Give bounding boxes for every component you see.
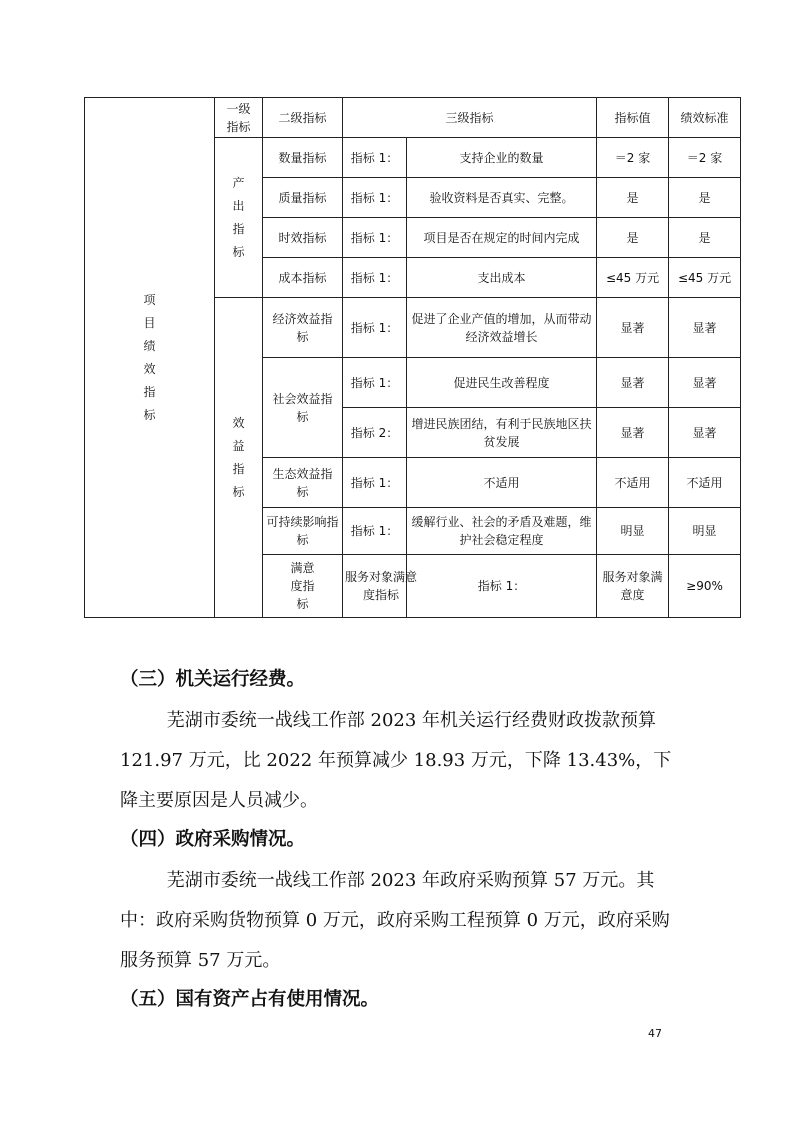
section-4-body: 芜湖市委统一战线工作部 2023 年政府采购预算 57 万元。其中：政府采购货物预算 0 万元，政府采购工程预算 0 万元，政府采购服务预算 57 万元。 xyxy=(120,870,670,971)
performance-indicator-table xyxy=(84,97,741,618)
desc-cell: 服务对象满意度 xyxy=(597,555,669,618)
value-cell: 明显 xyxy=(597,508,669,555)
standard-cell: 是 xyxy=(669,178,741,218)
standard-cell: ＝2 家 xyxy=(669,138,741,178)
level2-cell: 质量指标 xyxy=(263,178,343,218)
desc-cell: 促进民生改善程度 xyxy=(407,358,597,408)
standard-cell: 不适用 xyxy=(669,458,741,508)
category-cell: 项目绩效指标 xyxy=(85,98,215,618)
value-cell: ≤45 万元 xyxy=(597,258,669,298)
header-standard: 绩效标准 xyxy=(669,98,741,138)
level1-benefit: 效益指标 xyxy=(215,298,263,618)
item-cell: 指标 1： xyxy=(343,298,407,358)
desc-cell: 支持企业的数量 xyxy=(407,138,597,178)
desc-cell: 项目是否在规定的时间内完成 xyxy=(407,218,597,258)
header-value: 指标值 xyxy=(597,98,669,138)
desc-cell: 增进民族团结，有利于民族地区扶贫发展 xyxy=(407,408,597,458)
item-cell: 指标 1： xyxy=(343,178,407,218)
table-header-row xyxy=(85,98,741,138)
level2-cell: 时效指标 xyxy=(263,218,343,258)
level2-cell: 数量指标 xyxy=(263,138,343,178)
section-3-body: 芜湖市委统一战线工作部 2023 年机关运行经费财政拨款预算 121.97 万元，比 2022 年预算减少 18.93 万元，下降 13.43%，下降主要原因是人员减少。 xyxy=(120,710,672,811)
section-3-heading: （三）机关运行经费。 xyxy=(120,669,306,690)
page-number: 47 xyxy=(648,1027,662,1040)
header-level3: 三级指标 xyxy=(343,98,597,138)
header-level2: 二级指标 xyxy=(263,98,343,138)
value-cell: 显著 xyxy=(597,358,669,408)
header-level1: 一级指标 xyxy=(215,98,263,138)
level2-cell: 经济效益指标 xyxy=(263,298,343,358)
value-cell: ＝2 家 xyxy=(597,138,669,178)
item-cell: 指标 1： xyxy=(343,218,407,258)
standard-cell: 显著 xyxy=(669,298,741,358)
value-cell: 显著 xyxy=(597,408,669,458)
level2-cell: 社会效益指标 xyxy=(263,358,343,458)
standard-cell: 显著 xyxy=(669,408,741,458)
standard-cell: ≤45 万元 xyxy=(669,258,741,298)
item-cell: 指标 1： xyxy=(343,138,407,178)
item-cell: 指标 2： xyxy=(343,408,407,458)
value-cell: 不适用 xyxy=(597,458,669,508)
level2-cell: 可持续影响指标 xyxy=(263,508,343,555)
level1-satisfaction: 满意度指标 xyxy=(263,555,343,618)
value-cell: 是 xyxy=(597,178,669,218)
standard-cell: 显著 xyxy=(669,358,741,408)
standard-cell: 是 xyxy=(669,218,741,258)
item-cell: 指标 1： xyxy=(343,458,407,508)
section-5-heading: （五）国有资产占有使用情况。 xyxy=(120,989,380,1010)
level2-cell: 生态效益指标 xyxy=(263,458,343,508)
item-cell: 指标 1： xyxy=(343,258,407,298)
value-cell: ≥90% xyxy=(669,555,741,618)
value-cell: 是 xyxy=(597,218,669,258)
item-cell: 指标 1： xyxy=(343,358,407,408)
level2-cell: 服务对象满意度指标 xyxy=(343,555,407,618)
desc-cell: 缓解行业、社会的矛盾及难题，维护社会稳定程度 xyxy=(407,508,597,555)
item-cell: 指标 1： xyxy=(343,508,407,555)
desc-cell: 不适用 xyxy=(407,458,597,508)
level2-cell: 成本指标 xyxy=(263,258,343,298)
item-cell: 指标 1： xyxy=(407,555,597,618)
standard-cell: 明显 xyxy=(669,508,741,555)
section-4-heading: （四）政府采购情况。 xyxy=(120,829,306,850)
desc-cell: 验收资料是否真实、完整。 xyxy=(407,178,597,218)
level1-output: 产出指标 xyxy=(215,138,263,298)
desc-cell: 促进了企业产值的增加，从而带动经济效益增长 xyxy=(407,298,597,358)
desc-cell: 支出成本 xyxy=(407,258,597,298)
value-cell: 显著 xyxy=(597,298,669,358)
